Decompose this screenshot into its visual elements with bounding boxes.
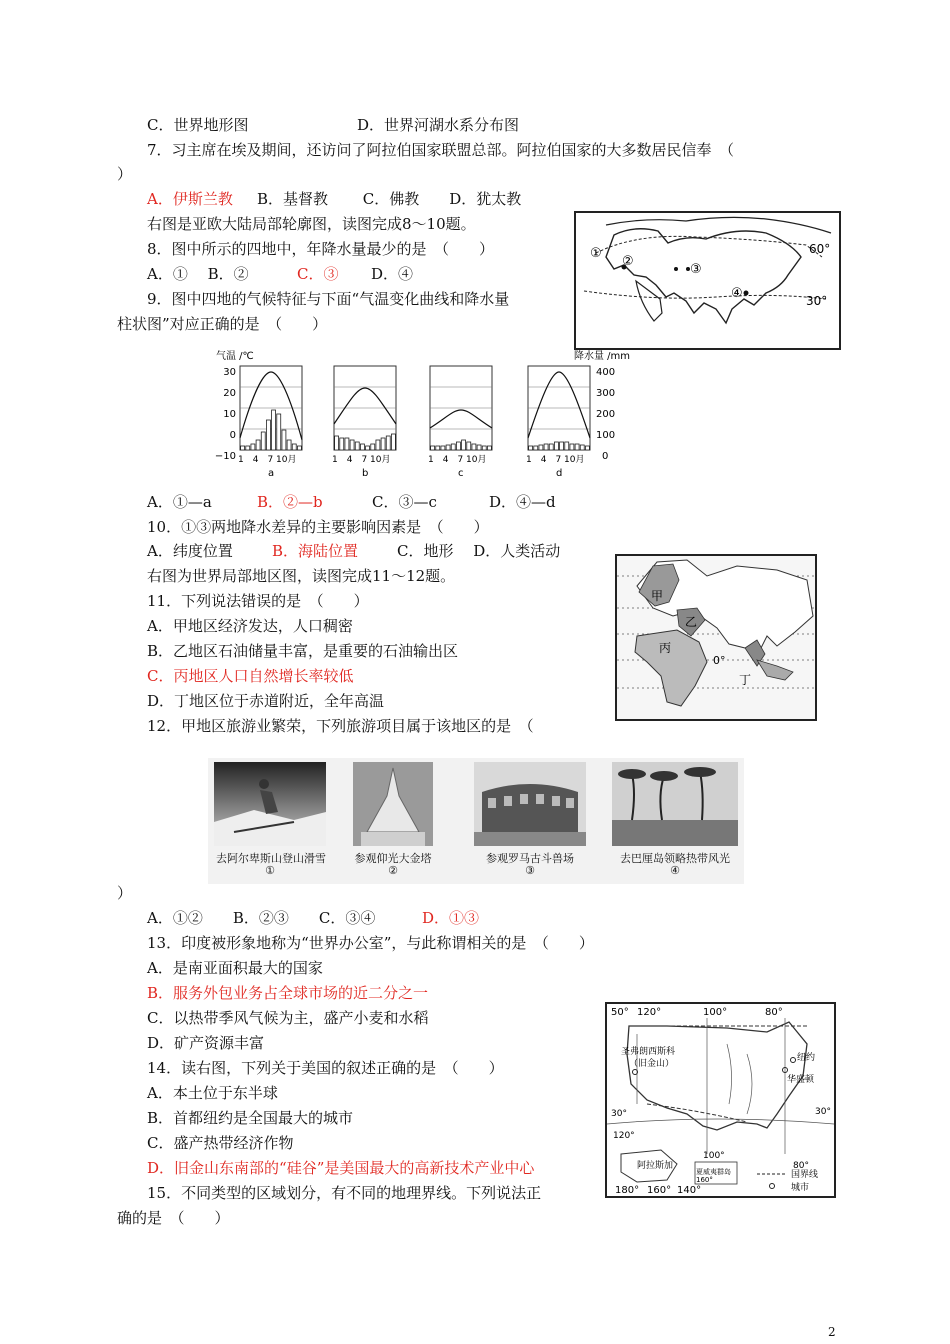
climate-charts <box>212 348 637 486</box>
temp-axis-label: 气温 /℃ <box>216 351 254 362</box>
precip-bar <box>544 444 548 450</box>
q9-option-d: D．④—d <box>489 493 556 511</box>
precip-bar <box>467 442 471 450</box>
precip-bar <box>381 438 385 450</box>
lon-80: 80° <box>793 1161 809 1171</box>
precip-bar <box>570 444 574 450</box>
tourism-photos <box>208 758 744 884</box>
hawaii-160: 160° <box>696 1176 713 1184</box>
lat-30-label: 30° <box>806 294 828 308</box>
question-11: 11．下列说法错误的是 （ ） <box>147 592 369 610</box>
temperature-curve <box>240 372 302 440</box>
q12-options: A．①② B．②③ C．③④ <box>147 909 376 927</box>
q13-option-c: C．以热带季风气候为主，盛产小麦和水稻 <box>147 1009 429 1027</box>
q9-answer-b: B．②—b <box>257 493 323 511</box>
precip-bar <box>350 440 354 450</box>
precip-bar <box>554 442 558 450</box>
precip-bar <box>529 446 533 450</box>
q8-option-d: D．④ <box>371 265 414 283</box>
temp-tick-neg10: −10 <box>214 451 236 462</box>
intro-8-10: 右图是亚欧大陆局部轮廓图，读图完成8～10题。 <box>147 215 476 233</box>
bottom-140: 140° <box>677 1185 702 1196</box>
bottom-180: 180° <box>615 1185 640 1196</box>
ny-city-icon <box>791 1058 796 1063</box>
top-120: 120° <box>637 1007 662 1018</box>
chart-name-c: c <box>458 468 464 479</box>
q12-answer-d: D．①③ <box>422 909 480 927</box>
precip-bar <box>431 446 435 450</box>
precip-bar <box>539 445 543 450</box>
q8-options-ab: A．① B．② <box>147 265 249 283</box>
point-3-label: ③ <box>690 262 702 277</box>
precip-bar <box>371 444 375 450</box>
precip-axis-label: 降水量 /mm <box>574 351 631 362</box>
precip-bar <box>266 420 270 450</box>
eurasia-map <box>574 211 841 350</box>
precip-bar <box>241 446 245 450</box>
precip-bar <box>565 442 569 450</box>
precip-bar <box>261 432 265 450</box>
precip-bar <box>585 446 589 450</box>
caption-2: 参观仰光大金塔 <box>354 852 432 865</box>
q7-options: B．基督教 C．佛教 D．犹太教 <box>257 190 522 208</box>
photo-pagoda <box>353 762 433 846</box>
q11-answer-c: C．丙地区人口自然增长率较低 <box>147 667 354 685</box>
label-ding: 丁 <box>739 673 752 687</box>
month-ticks: 1 4 7 10月 <box>526 455 585 465</box>
page-number: 2 <box>828 1325 836 1339</box>
precip-bar <box>472 444 476 450</box>
caption-num-2: ② <box>388 864 398 877</box>
q14-option-a: A．本土位于东半球 <box>147 1084 278 1102</box>
precip-bar <box>436 446 440 450</box>
precip-bar <box>256 440 260 450</box>
precip-bar <box>549 444 553 450</box>
precip-bar <box>355 442 359 450</box>
q9-option-c: C．③—c <box>372 493 437 511</box>
precip-bar <box>340 438 344 450</box>
lon-100: 100° <box>703 1151 725 1161</box>
q10-option-a: A．纬度位置 <box>147 542 233 560</box>
chart-name-d: d <box>556 468 563 479</box>
precip-bar <box>487 446 491 450</box>
photo-bali <box>612 762 738 846</box>
chart-name-b: b <box>362 468 369 479</box>
q14-option-b: B．首都纽约是全国最大的城市 <box>147 1109 354 1127</box>
caption-num-1: ① <box>265 864 275 877</box>
q11-option-b: B．乙地区石油储量丰富，是重要的石油输出区 <box>147 642 459 660</box>
month-ticks: 1 4 7 10月 <box>332 455 391 465</box>
legend-city: 城市 <box>791 1183 810 1193</box>
ny-label: 纽约 <box>797 1053 816 1063</box>
photo-ski <box>214 762 326 846</box>
precip-bar <box>446 445 450 450</box>
lat-30-left: 30° <box>611 1109 627 1119</box>
precip-bar <box>251 444 255 450</box>
precip-bar <box>360 444 364 450</box>
intro-11-12: 右图为世界局部地区图，读图完成11～12题。 <box>147 567 456 585</box>
precip-tick-0: 0 <box>602 451 609 462</box>
question-15: 15．不同类型的区域划分，有不同的地理界线。下列说法正 <box>147 1184 542 1202</box>
q10-answer-b: B．海陆位置 <box>272 542 359 560</box>
legend-city-icon <box>770 1184 775 1189</box>
precip-bar <box>386 436 390 450</box>
precip-bar <box>391 434 395 450</box>
precip-bar <box>482 446 486 450</box>
hawaii-label: 夏威夷群岛 <box>696 1168 731 1176</box>
caption-num-4: ④ <box>670 864 680 877</box>
precip-bar <box>297 446 301 450</box>
question-13: 13．印度被形象地称为“世界办公室”，与此称谓相关的是 （ ） <box>147 934 594 952</box>
equator-label: 0° <box>713 654 726 667</box>
top-80: 80° <box>765 1007 783 1018</box>
q14-option-c: C．盛产热带经济作物 <box>147 1134 294 1152</box>
q11-option-a: A．甲地区经济发达，人口稠密 <box>147 617 353 635</box>
question-7: 7．习主席在埃及期间，还访问了阿拉伯国家联盟总部。阿拉伯国家的大多数居民信奉 （ <box>147 141 735 159</box>
world-region-map <box>615 554 817 721</box>
temp-tick-0: 0 <box>229 430 236 441</box>
precip-bar <box>366 446 370 450</box>
bottom-160: 160° <box>647 1185 672 1196</box>
caption-4: 去巴厘岛领略热带风光 <box>620 852 730 865</box>
lon-120: 120° <box>613 1131 635 1141</box>
photo-colosseum <box>474 762 586 846</box>
q9-option-a: A．①—a <box>147 493 212 511</box>
month-ticks: 1 4 7 10月 <box>238 455 297 465</box>
lat-60-label: 60° <box>809 242 831 256</box>
question-9: 9．图中四地的气候特征与下面“气温变化曲线和降水量 <box>147 290 510 308</box>
top-50: 50° <box>611 1007 629 1018</box>
dc-label: 华盛顿 <box>787 1075 815 1085</box>
temp-tick-10: 10 <box>223 409 236 420</box>
precip-bar <box>477 445 481 450</box>
temp-tick-30: 30 <box>223 367 236 378</box>
precip-bar <box>287 440 291 450</box>
q13-answer-b: B．服务外包业务占全球市场的近二分之一 <box>147 984 429 1002</box>
precip-bar <box>376 440 380 450</box>
precip-bar <box>246 446 250 450</box>
chart-name-a: a <box>268 468 275 479</box>
precip-bar <box>580 445 584 450</box>
top-100: 100° <box>703 1007 728 1018</box>
point-4-dot <box>744 291 749 296</box>
question-12-close: ） <box>117 884 133 902</box>
precip-bar <box>462 440 466 450</box>
precip-tick-100: 100 <box>596 430 616 441</box>
precip-tick-200: 200 <box>596 409 616 420</box>
question-7-close: ） <box>117 165 133 183</box>
q14-answer-d: D．旧金山东南部的“硅谷”是美国最大的高新技术产业中心 <box>147 1159 535 1177</box>
precip-bar <box>451 444 455 450</box>
label-bing: 丙 <box>659 641 672 655</box>
caption-num-3: ③ <box>525 864 535 877</box>
legend-border: 国界线 <box>791 1170 819 1180</box>
q10-options-cd: C．地形 D．人类活动 <box>397 542 561 560</box>
question-12: 12．甲地区旅游业繁荣，下列旅游项目属于该地区的是 （ <box>147 717 534 735</box>
precip-bar <box>345 438 349 450</box>
alaska-label: 阿拉斯加 <box>637 1161 674 1171</box>
q7-answer-a: A．伊斯兰教 <box>147 190 233 208</box>
question-10: 10．①③两地降水差异的主要影响因素是 （ ） <box>147 518 489 536</box>
precip-bar <box>456 442 460 450</box>
option-d-text: D．世界河湖水系分布图 <box>357 116 520 134</box>
option-c-text: C．世界地形图 <box>147 116 249 134</box>
question-8: 8．图中所示的四地中，年降水量最少的是 （ ） <box>147 240 495 258</box>
month-ticks: 1 4 7 10月 <box>428 455 487 465</box>
precip-tick-300: 300 <box>596 388 616 399</box>
temperature-curve <box>430 410 492 428</box>
sf-label-2: （旧金山） <box>629 1059 675 1069</box>
temp-tick-20: 20 <box>223 388 236 399</box>
precip-bar <box>560 442 564 450</box>
question-15-cont: 确的是 （ ） <box>117 1209 230 1227</box>
precip-bar <box>292 444 296 450</box>
q13-option-a: A．是南亚面积最大的国家 <box>147 959 323 977</box>
question-9-cont: 柱状图”对应正确的是 （ ） <box>117 315 328 333</box>
temperature-curve <box>334 388 396 424</box>
point-1-label: ① <box>590 246 602 261</box>
precip-bar <box>575 444 579 450</box>
q13-option-d: D．矿产资源丰富 <box>147 1034 265 1052</box>
precip-bar <box>335 436 339 450</box>
caption-3: 参观罗马古斗兽场 <box>486 852 574 865</box>
label-yi: 乙 <box>685 615 698 629</box>
precip-bar <box>282 430 286 450</box>
point-2-label: ② <box>622 254 634 269</box>
lat-30-right: 30° <box>815 1107 831 1117</box>
precip-bar <box>277 414 281 450</box>
q8-answer-c: C．③ <box>297 265 339 283</box>
q11-option-d: D．丁地区位于赤道附近，全年高温 <box>147 692 385 710</box>
sf-label: 圣弗朗西斯科 <box>621 1047 676 1057</box>
precip-bar <box>441 446 445 450</box>
usa-map <box>605 1002 836 1198</box>
point-3-dot <box>674 267 678 271</box>
caption-1: 去阿尔卑斯山登山滑雪 <box>216 852 326 865</box>
precip-bar <box>272 410 276 450</box>
precip-tick-400: 400 <box>596 367 616 378</box>
precip-bar <box>534 446 538 450</box>
label-jia: 甲 <box>651 589 664 603</box>
temperature-curve <box>528 372 590 438</box>
question-14: 14．读右图，下列关于美国的叙述正确的是 （ ） <box>147 1059 504 1077</box>
point-4-label: ④ <box>731 286 743 301</box>
